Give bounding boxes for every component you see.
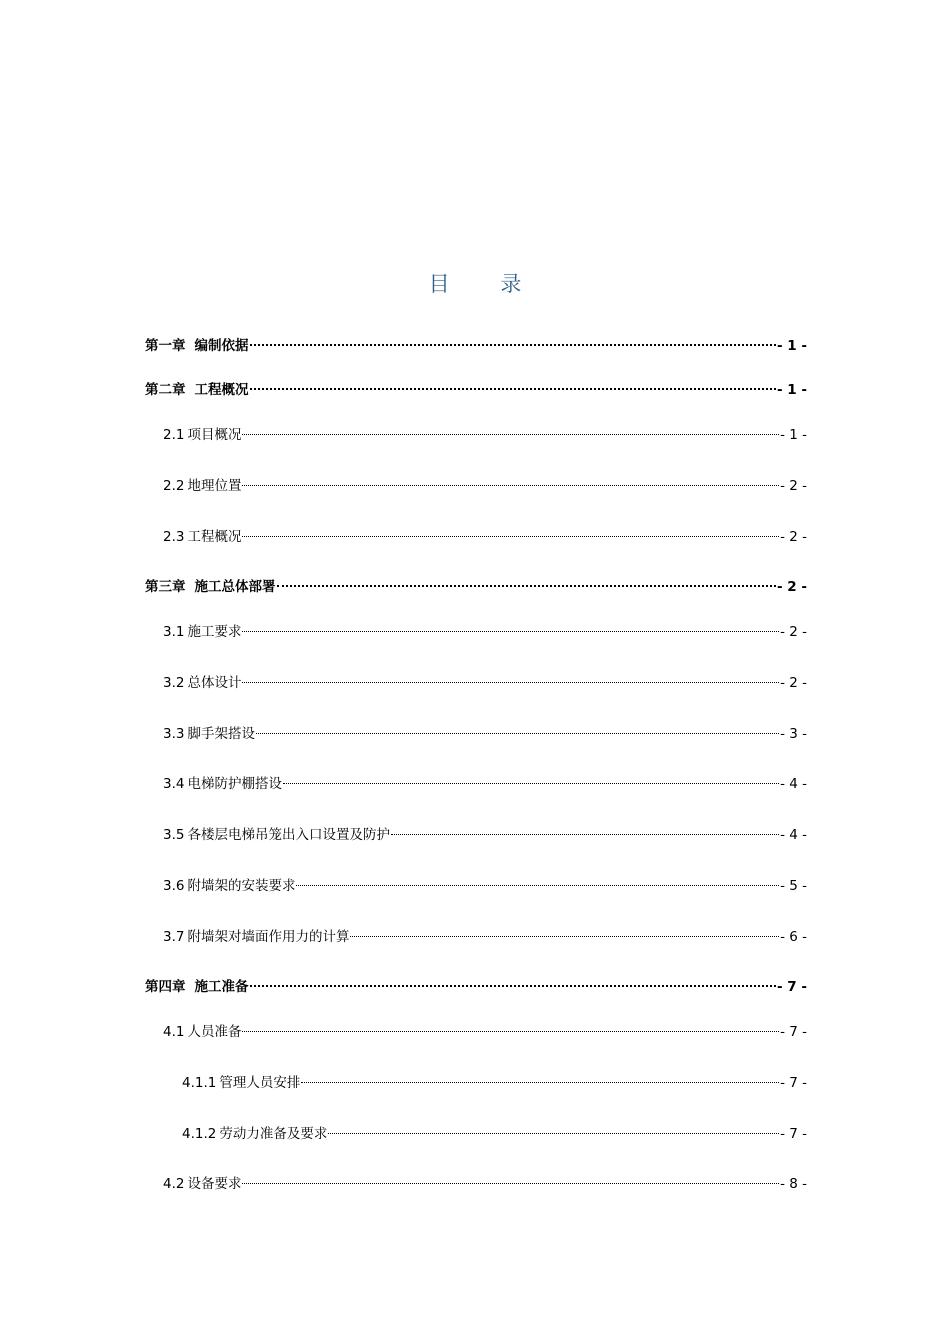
toc-entry-page-number: - 2 - (780, 624, 807, 640)
toc-entry-label (163, 774, 282, 794)
toc-dot-leader (242, 667, 779, 687)
toc-entry-text: 工程概况 (194, 382, 249, 398)
toc-entry-page-number: - 1 - (780, 427, 807, 443)
toc-entry[interactable] (163, 819, 807, 843)
toc-entry-number: 3.4 (163, 776, 185, 792)
toc-entry-number: 4.1.1 (182, 1075, 217, 1091)
toc-entry[interactable] (145, 571, 807, 595)
toc-dot-leader (301, 1067, 779, 1087)
toc-entry-number: 第三章 (145, 579, 186, 595)
toc-dot-leader (296, 870, 779, 890)
toc-entry-page-number: - 7 - (780, 1126, 807, 1142)
toc-entry-label (163, 476, 241, 496)
toc-entry-number: 4.2 (163, 1176, 185, 1192)
toc-entry-number: 3.7 (163, 929, 185, 945)
toc-title: 目 录 (428, 272, 544, 296)
toc-entry-label (163, 673, 241, 693)
toc-entry[interactable] (163, 718, 807, 742)
toc-entry-text: 劳动力准备及要求 (219, 1126, 328, 1142)
toc-entry-number: 第一章 (145, 338, 186, 354)
toc-entry-label (145, 336, 249, 356)
toc-entry-page-number: - 4 - (780, 776, 807, 792)
toc-entry-label (163, 622, 241, 642)
toc-entry-label (182, 1124, 327, 1144)
toc-entry-number: 4.1 (163, 1024, 185, 1040)
toc-entry-label (163, 876, 295, 896)
toc-entry-number: 2.1 (163, 427, 185, 443)
toc-entry-page-number: - 3 - (780, 726, 807, 742)
toc-entry-text: 设备要求 (187, 1176, 242, 1192)
toc-entry-label (145, 977, 249, 997)
toc-dot-leader (391, 819, 779, 839)
toc-entry-text: 施工要求 (187, 624, 242, 640)
toc-entry[interactable] (145, 330, 807, 354)
toc-entry-number: 4.1.2 (182, 1126, 217, 1142)
toc-entry-text: 附墙架对墙面作用力的计算 (187, 929, 350, 945)
toc-entry-page-number: - 2 - (780, 675, 807, 691)
toc-dot-leader (328, 1118, 779, 1138)
toc-entry[interactable] (182, 1067, 807, 1091)
toc-entry[interactable] (145, 374, 807, 398)
toc-entry-text: 地理位置 (187, 478, 242, 494)
toc-entry-text: 施工总体部署 (194, 579, 276, 595)
toc-entry[interactable] (163, 870, 807, 894)
toc-entry-text: 人员准备 (187, 1024, 242, 1040)
toc-entry-page-number: - 6 - (780, 929, 807, 945)
toc-dot-leader (283, 768, 779, 788)
toc-entry[interactable] (163, 521, 807, 545)
toc-dot-leader (242, 1168, 779, 1188)
toc-entry-number: 第二章 (145, 382, 186, 398)
toc-entry-text: 施工准备 (194, 979, 249, 995)
toc-entry-text: 各楼层电梯吊笼出入口设置及防护 (187, 827, 390, 843)
toc-entry[interactable] (163, 1168, 807, 1192)
toc-dot-leader (242, 616, 779, 636)
toc-entry[interactable] (163, 616, 807, 640)
toc-entry[interactable] (163, 921, 807, 945)
toc-entry-label (163, 527, 241, 547)
toc-dot-leader (277, 571, 777, 591)
toc-entry-text: 编制依据 (194, 338, 249, 354)
toc-entry-page-number: - 1 - (777, 382, 807, 398)
toc-entry-number: 2.3 (163, 529, 185, 545)
toc-entry[interactable] (145, 971, 807, 995)
toc-entry-number: 3.2 (163, 675, 185, 691)
toc-entry-text: 电梯防护棚搭设 (187, 776, 282, 792)
toc-entry-page-number: - 5 - (780, 878, 807, 894)
toc-entry-text: 管理人员安排 (219, 1075, 301, 1091)
toc-entry-page-number: - 4 - (780, 827, 807, 843)
toc-entry[interactable] (163, 667, 807, 691)
toc-entry-text: 脚手架搭设 (187, 726, 255, 742)
toc-entry-page-number: - 2 - (777, 579, 807, 595)
toc-entry-page-number: - 7 - (780, 1024, 807, 1040)
toc-entry-label (163, 1174, 241, 1194)
toc-entry-label (163, 927, 349, 947)
toc-entry-text: 项目概况 (187, 427, 242, 443)
toc-dot-leader (250, 374, 777, 394)
toc-entry-text: 工程概况 (187, 529, 242, 545)
toc-entry-number: 3.5 (163, 827, 185, 843)
toc-entry-page-number: - 7 - (777, 979, 807, 995)
toc-entry[interactable] (163, 768, 807, 792)
toc-entry-number: 第四章 (145, 979, 186, 995)
toc-entry-page-number: - 8 - (780, 1176, 807, 1192)
toc-entry-number: 2.2 (163, 478, 185, 494)
toc-entry[interactable] (163, 1016, 807, 1040)
toc-dot-leader (250, 971, 777, 991)
toc-dot-leader (242, 1016, 779, 1036)
toc-dot-leader (250, 330, 777, 350)
toc-entry[interactable] (163, 419, 807, 443)
toc-entry-page-number: - 7 - (780, 1075, 807, 1091)
toc-entry-page-number: - 2 - (780, 478, 807, 494)
toc-entry-page-number: - 1 - (777, 338, 807, 354)
toc-entry-number: 3.1 (163, 624, 185, 640)
toc-dot-leader (242, 470, 779, 490)
toc-dot-leader (242, 419, 779, 439)
toc-dot-leader (256, 718, 779, 738)
toc-entry-label (163, 724, 255, 744)
toc-entry-label (145, 577, 276, 597)
toc-entry-number: 3.3 (163, 726, 185, 742)
toc-entry-text: 总体设计 (187, 675, 242, 691)
toc-dot-leader (350, 921, 779, 941)
toc-entry-label (145, 380, 249, 400)
toc-dot-leader (242, 521, 779, 541)
toc-entry-number: 3.6 (163, 878, 185, 894)
toc-entry-page-number: - 2 - (780, 529, 807, 545)
toc-entry-label (163, 825, 390, 845)
toc-entry-label (182, 1073, 300, 1093)
toc-entry-label (163, 425, 241, 445)
toc-entry[interactable] (182, 1118, 807, 1142)
toc-entry-label (163, 1022, 241, 1042)
toc-entry-text: 附墙架的安装要求 (187, 878, 296, 894)
toc-entry[interactable] (163, 470, 807, 494)
